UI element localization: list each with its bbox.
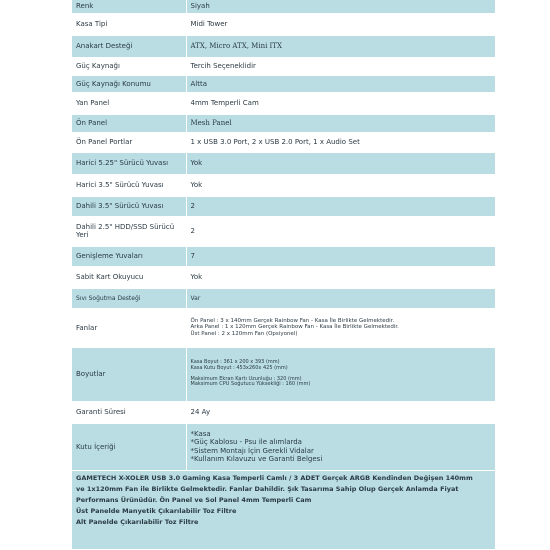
spec-value: Midi Tower	[186, 13, 495, 35]
table-row	[72, 174, 495, 196]
spec-value: 1 x USB 3.0 Port, 2 x USB 2.0 Port, 1 x Audio Set	[186, 132, 495, 152]
spec-key: Harici 3.5" Sürücü Yuvası	[72, 174, 186, 196]
table-row	[72, 216, 495, 246]
spec-value: Tercih Seçeneklidir	[186, 57, 495, 75]
fan-line: Arka Panel : 1 x 120mm Gerçek Rainbow Fan - Kasa İle Birlikte Gelmektedir.	[190, 324, 399, 331]
spec-key: Güç Kaynağı Konumu	[72, 75, 186, 92]
table-row	[72, 114, 495, 132]
spec-key: Ön Panel Portlar	[72, 132, 186, 152]
spec-key: Harici 5.25" Sürücü Yuvası	[72, 152, 186, 174]
spec-value: 24 Ay	[186, 401, 495, 423]
dimension-line: Kasa Boyut : 361 x 200 x 393 (mm)	[190, 359, 280, 365]
table-row	[72, 13, 495, 35]
spec-key: Genişleme Yuvaları	[72, 246, 186, 266]
dimension-line: Kasa Kutu Boyut : 453x260x 425 (mm)	[190, 364, 288, 371]
table-row	[72, 132, 495, 152]
spec-value: 7	[186, 246, 495, 266]
description-line: ve 1x120mm Fan ile Birlikte Gelmektedir. Fanlar Dahildir. Şık Tasarıma Sahip Olup Gerçek Anlamda Fiyat	[76, 484, 459, 493]
spec-key: Renk	[72, 0, 186, 13]
description-line: Performans Ürünüdür. Ön Panel ve Sol Panel 4mm Temperli Cam	[76, 495, 312, 504]
box-item: *Güç Kablosu - Psu ile alımlarda	[190, 438, 302, 447]
box-item: *Kullanım Kılavuzu ve Garanti Belgesi	[190, 454, 323, 463]
dimension-line: Maksimum CPU Soğutucu Yüksekliği : 160 (mm)	[190, 381, 311, 388]
table-row	[72, 92, 495, 114]
spec-key: Kutu İçeriği	[72, 423, 186, 470]
table-row	[72, 347, 495, 401]
spec-key: Anakart Desteği	[72, 35, 186, 57]
spec-key: Dahili 3.5" Sürücü Yuvası	[72, 196, 186, 216]
table-row	[72, 288, 495, 308]
spec-value: Yok	[186, 266, 495, 288]
spec-key: Boyutlar	[72, 347, 186, 401]
table-row	[72, 152, 495, 174]
spec-sheet	[72, 0, 495, 549]
table-row	[72, 35, 495, 57]
spec-value: Mesh Panel	[186, 114, 495, 132]
box-item: *Kasa	[190, 430, 211, 439]
fan-line: Üst Panel : 2 x 120mm Fan (Opsiyonel)	[190, 330, 298, 337]
spec-key: Garanti Süresi	[72, 401, 186, 423]
spec-key: Güç Kaynağı	[72, 57, 186, 75]
spec-key: Ön Panel	[72, 114, 186, 132]
spec-value	[186, 423, 495, 470]
spec-value: ATX, Micro ATX, Mini ITX	[186, 35, 495, 57]
table-row	[72, 401, 495, 423]
spec-key: Yan Panel	[72, 92, 186, 114]
spec-key: Fanlar	[72, 308, 186, 347]
table-row	[72, 246, 495, 266]
table-row	[72, 75, 495, 92]
table-row	[72, 266, 495, 288]
spec-value: Altta	[186, 75, 495, 92]
spec-value: Siyah	[186, 0, 495, 13]
spec-value: 2	[186, 196, 495, 216]
table-row	[72, 57, 495, 75]
table-row	[72, 423, 495, 470]
table-row	[72, 196, 495, 216]
spec-value: Yok	[186, 152, 495, 174]
spec-key: Sabit Kart Okuyucu	[72, 266, 186, 288]
spec-value: Var	[186, 288, 495, 308]
table-row	[72, 308, 495, 347]
description-line: Alt Panelde Çıkarılabilir Toz Filtre	[76, 517, 199, 526]
table-row	[72, 0, 495, 13]
spec-key: Kasa Tipi	[72, 13, 186, 35]
product-description	[72, 471, 495, 549]
spec-value	[186, 347, 495, 401]
description-line: Üst Panelde Manyetik Çıkarılabilir Toz Filtre	[76, 506, 237, 515]
spec-key: Sıvı Soğutma Desteği	[72, 288, 186, 308]
spec-value: 4mm Temperli Cam	[186, 92, 495, 114]
spec-key: Dahili 2.5" HDD/SSD Sürücü Yeri	[72, 216, 186, 246]
spec-value: 2	[186, 216, 495, 246]
fan-line: Ön Panel : 3 x 140mm Gerçek Rainbow Fan - Kasa İle Birlikte Gelmektedir.	[190, 318, 395, 325]
spec-table	[72, 0, 495, 471]
box-item: *Sistem Montajı İçin Gerekli Vidalar	[190, 446, 314, 455]
spec-value: Yok	[186, 174, 495, 196]
description-line: GAMETECH X-XOLER USB 3.0 Gaming Kasa Temperli Camlı / 3 ADET Gerçek ARGB Kendinden Değişen 140mm	[76, 473, 473, 482]
dimension-line: Maksimum Ekran Kartı Uzunluğu : 320 (mm)	[190, 375, 302, 382]
spec-value	[186, 308, 495, 347]
